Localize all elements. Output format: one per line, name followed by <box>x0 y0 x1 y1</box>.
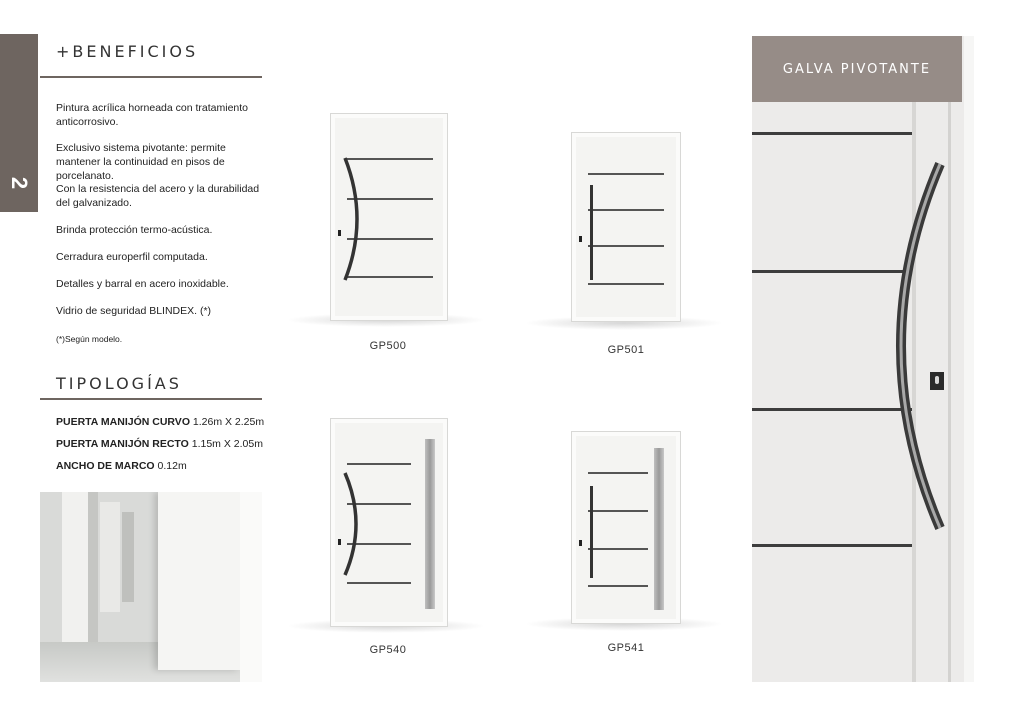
room-photo <box>40 492 262 682</box>
tipologia-value: 1.15m X 2.05m <box>191 438 263 450</box>
model-label-gp500: GP500 <box>369 340 407 352</box>
lock-icon <box>930 372 944 390</box>
glass-strip <box>425 439 435 609</box>
tipologias-title: TIPOLOGÍAS <box>56 374 182 393</box>
curved-handle-icon <box>339 469 369 579</box>
benefit-item: Exclusivo sistema pivotante: permite mantener la continuidad en pisos de porcelanato. <box>56 142 226 182</box>
tipologia-value: 1.26m X 2.25m <box>192 416 265 428</box>
glass-strip <box>654 448 664 610</box>
tipologia-line <box>56 416 264 428</box>
straight-handle-icon <box>590 486 593 578</box>
tipologia-value: 0.12m <box>157 460 187 472</box>
tipologia-line <box>56 460 187 472</box>
curved-handle-icon <box>872 156 952 536</box>
door-gp500[interactable] <box>330 113 448 321</box>
model-label-gp541: GP541 <box>607 642 645 654</box>
door-gp541[interactable] <box>571 431 681 624</box>
tipologia-line <box>56 438 263 450</box>
tipologias-rule <box>40 398 262 400</box>
tipologia-label: PUERTA MANIJÓN RECTO <box>56 438 189 450</box>
door-gp501[interactable] <box>571 132 681 322</box>
straight-handle-icon <box>590 185 593 280</box>
model-label-gp540: GP540 <box>369 644 407 656</box>
hero-door-closeup <box>752 36 974 682</box>
benefit-item: Cerradura europerfil computada. <box>56 251 208 263</box>
beneficios-title: +BENEFICIOS <box>56 42 199 61</box>
benefit-item: Brinda protección termo-acústica. <box>56 224 213 236</box>
benefit-item: Con la resistencia del acero y la durabilidad del galvanizado. <box>56 183 260 209</box>
benefit-note: (*)Según modelo. <box>56 334 123 344</box>
benefit-item: Pintura acrílica horneada con tratamiento anticorrosivo. <box>56 102 249 128</box>
tipologia-label: ANCHO DE MARCO <box>56 460 155 472</box>
benefit-item: Detalles y barral en acero inoxidable. <box>56 278 229 290</box>
model-label-gp501: GP501 <box>607 344 645 356</box>
beneficios-rule <box>40 76 262 78</box>
hero-title: GALVA PIVOTANTE <box>782 62 932 77</box>
tipologia-label: PUERTA MANIJÓN CURVO <box>56 416 190 428</box>
curved-handle-icon <box>339 154 369 284</box>
benefit-item: Vidrio de seguridad BLINDEX. (*) <box>56 305 212 317</box>
page-number: 2 <box>7 176 32 190</box>
door-gp540[interactable] <box>330 418 448 627</box>
